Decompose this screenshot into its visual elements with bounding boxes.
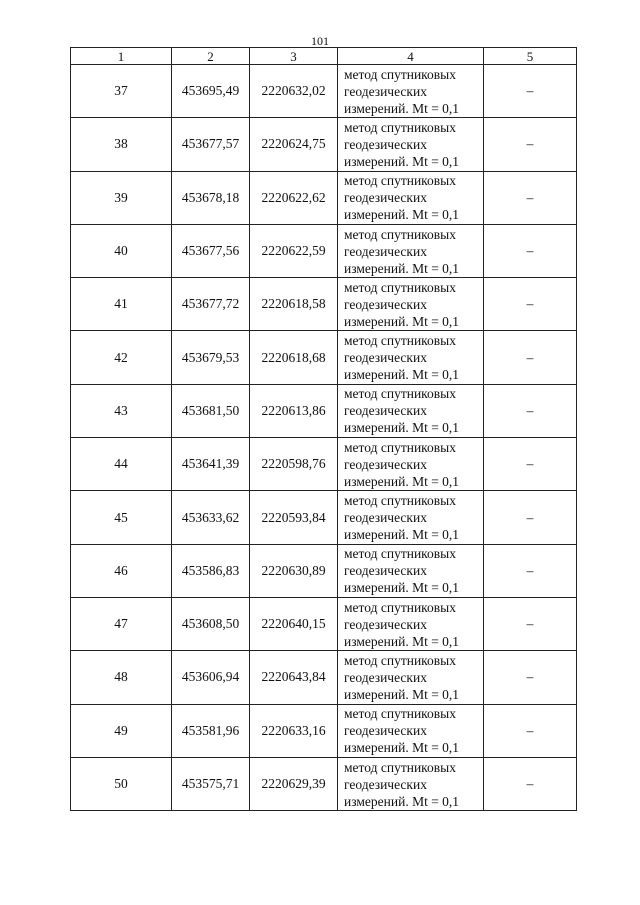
y-coordinate-cell: 2220613,86 bbox=[250, 384, 338, 437]
accuracy-cell: – bbox=[484, 544, 577, 597]
method-line: измерений. Mt = 0,1 bbox=[344, 207, 460, 223]
method-line: метод спутниковых bbox=[344, 333, 456, 349]
method-line: геодезических bbox=[344, 83, 427, 99]
method-cell bbox=[338, 438, 484, 491]
method-line: метод спутниковых bbox=[344, 173, 456, 189]
method-line: измерений. Mt = 0,1 bbox=[344, 527, 460, 543]
method-cell bbox=[338, 491, 484, 544]
point-number-cell: 40 bbox=[71, 224, 172, 277]
accuracy-cell: – bbox=[484, 438, 577, 491]
x-coordinate-cell: 453678,18 bbox=[172, 171, 250, 224]
method-line: измерений. Mt = 0,1 bbox=[344, 260, 460, 276]
table-row bbox=[71, 491, 577, 544]
table-row bbox=[71, 118, 577, 171]
method-cell bbox=[338, 118, 484, 171]
accuracy-cell: – bbox=[484, 651, 577, 704]
column-header: 1 bbox=[71, 48, 172, 65]
method-line: измерений. Mt = 0,1 bbox=[344, 100, 460, 116]
point-number-cell: 47 bbox=[71, 597, 172, 650]
method-line: метод спутниковых bbox=[344, 546, 456, 562]
method-line: геодезических bbox=[344, 350, 427, 366]
point-number-cell: 44 bbox=[71, 438, 172, 491]
method-line: геодезических bbox=[344, 190, 427, 206]
x-coordinate-cell: 453677,72 bbox=[172, 278, 250, 331]
table-row bbox=[71, 171, 577, 224]
method-line: измерений. Mt = 0,1 bbox=[344, 633, 460, 649]
method-cell bbox=[338, 704, 484, 757]
method-line: геодезических bbox=[344, 563, 427, 579]
method-line: измерений. Mt = 0,1 bbox=[344, 740, 460, 756]
point-number-cell: 46 bbox=[71, 544, 172, 597]
point-number-cell: 41 bbox=[71, 278, 172, 331]
method-line: метод спутниковых bbox=[344, 599, 456, 615]
y-coordinate-cell: 2220593,84 bbox=[250, 491, 338, 544]
accuracy-cell: – bbox=[484, 491, 577, 544]
method-line: измерений. Mt = 0,1 bbox=[344, 313, 460, 329]
method-line: измерений. Mt = 0,1 bbox=[344, 420, 460, 436]
table-row bbox=[71, 384, 577, 437]
point-number-cell: 38 bbox=[71, 118, 172, 171]
accuracy-cell: – bbox=[484, 597, 577, 650]
method-line: геодезических bbox=[344, 136, 427, 152]
accuracy-cell: – bbox=[484, 757, 577, 810]
x-coordinate-cell: 453633,62 bbox=[172, 491, 250, 544]
method-line: измерений. Mt = 0,1 bbox=[344, 686, 460, 702]
point-number-cell: 50 bbox=[71, 757, 172, 810]
method-line: измерений. Mt = 0,1 bbox=[344, 367, 460, 383]
x-coordinate-cell: 453641,39 bbox=[172, 438, 250, 491]
table-row bbox=[71, 65, 577, 118]
x-coordinate-cell: 453581,96 bbox=[172, 704, 250, 757]
method-line: измерений. Mt = 0,1 bbox=[344, 580, 460, 596]
table-row bbox=[71, 757, 577, 810]
point-number-cell: 37 bbox=[71, 65, 172, 118]
method-line: метод спутниковых bbox=[344, 119, 456, 135]
method-line: метод спутниковых bbox=[344, 706, 456, 722]
table-row bbox=[71, 278, 577, 331]
y-coordinate-cell: 2220622,59 bbox=[250, 224, 338, 277]
y-coordinate-cell: 2220640,15 bbox=[250, 597, 338, 650]
method-line: геодезических bbox=[344, 510, 427, 526]
method-line: измерений. Mt = 0,1 bbox=[344, 153, 460, 169]
table-row bbox=[71, 597, 577, 650]
accuracy-cell: – bbox=[484, 224, 577, 277]
method-line: измерений. Mt = 0,1 bbox=[344, 473, 460, 489]
method-line: геодезических bbox=[344, 296, 427, 312]
accuracy-cell: – bbox=[484, 118, 577, 171]
method-line: метод спутниковых bbox=[344, 66, 456, 82]
point-number-cell: 48 bbox=[71, 651, 172, 704]
method-line: метод спутниковых bbox=[344, 226, 456, 242]
method-cell bbox=[338, 171, 484, 224]
accuracy-cell: – bbox=[484, 65, 577, 118]
method-line: геодезических bbox=[344, 723, 427, 739]
x-coordinate-cell: 453575,71 bbox=[172, 757, 250, 810]
column-header: 2 bbox=[172, 48, 250, 65]
method-line: геодезических bbox=[344, 403, 427, 419]
y-coordinate-cell: 2220643,84 bbox=[250, 651, 338, 704]
accuracy-cell: – bbox=[484, 278, 577, 331]
method-line: геодезических bbox=[344, 456, 427, 472]
table-body bbox=[71, 65, 577, 811]
method-cell bbox=[338, 757, 484, 810]
accuracy-cell: – bbox=[484, 384, 577, 437]
x-coordinate-cell: 453586,83 bbox=[172, 544, 250, 597]
point-number-cell: 42 bbox=[71, 331, 172, 384]
point-number-cell: 39 bbox=[71, 171, 172, 224]
method-cell bbox=[338, 331, 484, 384]
method-line: геодезических bbox=[344, 776, 427, 792]
method-line: метод спутниковых bbox=[344, 279, 456, 295]
point-number-cell: 43 bbox=[71, 384, 172, 437]
method-line: геодезических bbox=[344, 616, 427, 632]
x-coordinate-cell: 453677,56 bbox=[172, 224, 250, 277]
point-number-cell: 45 bbox=[71, 491, 172, 544]
method-line: геодезических bbox=[344, 243, 427, 259]
table-header-row bbox=[71, 48, 577, 65]
table-row bbox=[71, 224, 577, 277]
accuracy-cell: – bbox=[484, 704, 577, 757]
method-cell bbox=[338, 544, 484, 597]
method-line: геодезических bbox=[344, 669, 427, 685]
table-row bbox=[71, 651, 577, 704]
y-coordinate-cell: 2220633,16 bbox=[250, 704, 338, 757]
page-number: 101 bbox=[311, 34, 329, 48]
method-line: метод спутниковых bbox=[344, 759, 456, 775]
method-cell bbox=[338, 597, 484, 650]
column-header: 4 bbox=[338, 48, 484, 65]
column-header: 3 bbox=[250, 48, 338, 65]
y-coordinate-cell: 2220618,58 bbox=[250, 278, 338, 331]
method-line: метод спутниковых bbox=[344, 652, 456, 668]
method-cell bbox=[338, 278, 484, 331]
column-header: 5 bbox=[484, 48, 577, 65]
method-cell bbox=[338, 651, 484, 704]
coordinates-table bbox=[70, 47, 577, 811]
point-number-cell: 49 bbox=[71, 704, 172, 757]
x-coordinate-cell: 453608,50 bbox=[172, 597, 250, 650]
accuracy-cell: – bbox=[484, 171, 577, 224]
method-cell bbox=[338, 384, 484, 437]
table-row bbox=[71, 704, 577, 757]
y-coordinate-cell: 2220618,68 bbox=[250, 331, 338, 384]
method-line: измерений. Mt = 0,1 bbox=[344, 793, 460, 809]
table-row bbox=[71, 544, 577, 597]
x-coordinate-cell: 453677,57 bbox=[172, 118, 250, 171]
method-line: метод спутниковых bbox=[344, 439, 456, 455]
x-coordinate-cell: 453695,49 bbox=[172, 65, 250, 118]
table-row bbox=[71, 438, 577, 491]
y-coordinate-cell: 2220632,02 bbox=[250, 65, 338, 118]
method-cell bbox=[338, 65, 484, 118]
y-coordinate-cell: 2220622,62 bbox=[250, 171, 338, 224]
y-coordinate-cell: 2220624,75 bbox=[250, 118, 338, 171]
y-coordinate-cell: 2220598,76 bbox=[250, 438, 338, 491]
x-coordinate-cell: 453606,94 bbox=[172, 651, 250, 704]
method-cell bbox=[338, 224, 484, 277]
table-row bbox=[71, 331, 577, 384]
y-coordinate-cell: 2220629,39 bbox=[250, 757, 338, 810]
accuracy-cell: – bbox=[484, 331, 577, 384]
y-coordinate-cell: 2220630,89 bbox=[250, 544, 338, 597]
x-coordinate-cell: 453679,53 bbox=[172, 331, 250, 384]
method-line: метод спутниковых bbox=[344, 493, 456, 509]
x-coordinate-cell: 453681,50 bbox=[172, 384, 250, 437]
method-line: метод спутниковых bbox=[344, 386, 456, 402]
